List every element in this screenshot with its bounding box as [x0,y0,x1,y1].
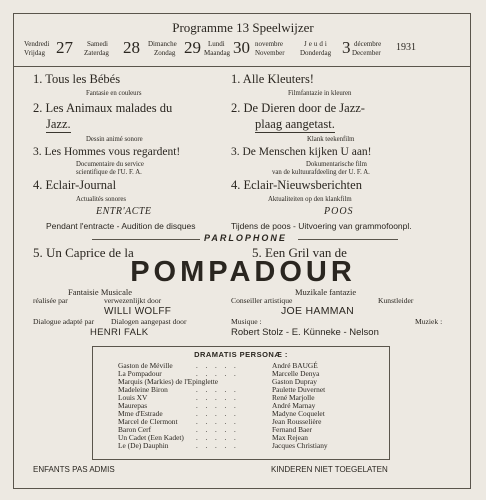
leader-dots: . . . . . [196,442,239,450]
page-title: Programme 13 Speelwijzer [172,20,314,35]
muziek-label: Muziek : [415,317,443,326]
kunstleider-label: Kunstleider [378,296,414,305]
musique-label: Musique : [231,317,262,326]
month-fr: novembre [255,40,283,48]
day-nl-4: Maandag [204,49,231,57]
item-fr-4: 4. Eclair-Journal [33,178,117,192]
role: La Pompadour [118,369,162,378]
footer-notice-nl: KINDEREN NIET TOEGELATEN [271,465,388,474]
day-nl-5: Donderdag [300,49,332,57]
feature-fr-line: 5. Un Caprice de la [33,245,134,260]
actor: Madyne Coquelet [272,409,325,418]
day-fr-5: Jeudi [304,40,329,48]
verwezenlijkt-label: verwezenlijkt door [104,296,162,305]
item-fr-3-sub2: scientifique de l'U. F. A. [76,169,142,176]
actor: André BAUGÉ [272,361,318,370]
date-num-3: 29 [184,38,201,57]
item-fr-2-line1: 2. Les Animaux malades du [33,101,173,115]
intermission-label-nl: POOS [324,206,354,217]
realisee-label: réalisée par [33,296,68,305]
item-nl-2-sub: Klank teekenfilm [307,136,355,143]
item-fr-1-sub: Fantasie en couleurs [86,90,142,97]
actor: Jacques Christiany [272,441,328,450]
intermission-label-fr: ENTR'ACTE [96,206,152,217]
actor: René Marjolle [272,393,315,402]
genre-nl: Muzikale fantazie [295,287,357,297]
date-strip [24,38,454,64]
director-name: WILLI WOLFF [104,306,172,317]
date-num-5: 3 [342,38,351,57]
item-nl-1-sub: Filmfantazie in kleuren [288,90,352,97]
day-fr-2: Samedi [87,40,108,48]
actor: Paulette Duvernet [272,385,326,394]
genre-fr: Fantaisie Musicale [68,287,132,297]
parlophone-label: PARLOPHONE [204,233,287,243]
day-nl-1: Vrijdag [24,49,45,57]
leader-dots: . . . . . [196,362,239,370]
item-fr-3-sub1: Documentaire du service [76,161,144,168]
item-nl-1: 1. Alle Kleuters! [231,72,314,86]
item-nl-2-line1: 2. De Dieren door de Jazz- [231,101,365,115]
intermission-text-nl: Tijdens de poos - Uitvoering van grammofoonpl. [231,221,412,231]
feature-title: POMPADOUR [130,256,356,288]
rule-right [298,239,398,240]
item-nl-3: 3. De Menschen kijken U aan! [231,146,372,158]
composers-names: Robert Stolz - E. Künneke - Nelson [231,327,379,338]
day-fr-3: Dimanche [148,40,177,48]
item-fr-4-sub: Actualités sonores [76,196,127,203]
role: Marquis (Markies) de l'Epinglette [118,377,219,386]
leader-dots: . . . . . [196,426,239,434]
dramatis-personae-title: DRAMATIS PERSONÆ : [194,350,288,359]
actor: Jean Rousselière [272,417,322,426]
item-fr-3: 3. Les Hommes vous regardent! [33,146,181,158]
item-nl-4-sub: Aktualiteiten op den klankfilm [268,196,352,203]
item-fr-1: 1. Tous les Bébés [33,72,121,86]
month-nl: November [255,49,285,57]
actor: Max Rejean [272,433,308,442]
role: Marcel de Clermont [118,417,178,426]
leader-dots: . . . . . [196,402,239,410]
dialogue-fr-label: Dialogue adapté par [33,317,95,326]
day-fr-4: Lundi [208,40,225,48]
item-nl-3-sub1: Dokumentarische film [306,161,367,168]
adapter-name: HENRI FALK [90,327,149,338]
role: Mme d'Estrade [118,409,163,418]
dialogue-nl-label: Dialogen aangepast door [111,317,187,326]
footer-notice-fr: ENFANTS PAS ADMIS [33,465,115,474]
role: Louis XV [118,393,148,402]
item-nl-3-sub2: van de kultuurafdeeling der U. F. A. [272,169,370,176]
leader-dots: . . . . . [196,386,239,394]
role: Gaston de Méville [118,361,173,370]
month-fr-dec: décembre [354,40,382,48]
rule-left [92,239,200,240]
leader-dots: . . . . . [196,418,239,426]
leader-dots: . . . . . [196,370,239,378]
leader-dots: . . . . . [196,394,239,402]
role: Madeleine Biron [118,385,168,394]
role: Baron Cerf [118,425,152,434]
date-num-1: 27 [56,38,73,57]
role: Un Cadet (Een Kadet) [118,433,184,442]
role: Maurepas [118,401,148,410]
actor: Marcelle Denya [272,369,320,378]
item-fr-2-line2: Jazz. [46,117,71,131]
date-num-4: 30 [233,38,250,57]
artistic-advisor-name: JOE HAMMAN [281,305,355,317]
item-nl-4: 4. Eclair-Nieuwsberichten [231,178,362,192]
feature-nl-line: 5. Een Gril van de [252,245,347,260]
year: 1931 [396,42,416,53]
day-fr-1: Vendredi [24,40,50,48]
day-nl-3: Zondag [154,49,176,57]
actor: Gaston Dupray [272,377,317,386]
actor: André Marnay [272,401,316,410]
header-divider [13,66,471,67]
day-nl-2: Zaterdag [84,49,109,57]
item-fr-2-sub: Dessin animé sonore [86,136,143,143]
date-num-2: 28 [123,38,140,57]
conseiller-label: Conseiller artistique [231,296,293,305]
month-nl-dec: December [352,49,381,57]
item-nl-2-line2: plaag aangetast. [255,117,335,131]
intermission-text-fr: Pendant l'entracte - Audition de disques [46,221,196,231]
leader-dots: . . . . . [196,434,239,442]
leader-dots: . . . . . [196,410,239,418]
role: Le (De) Dauphin [118,441,169,450]
actor: Fernand Baer [272,425,313,434]
